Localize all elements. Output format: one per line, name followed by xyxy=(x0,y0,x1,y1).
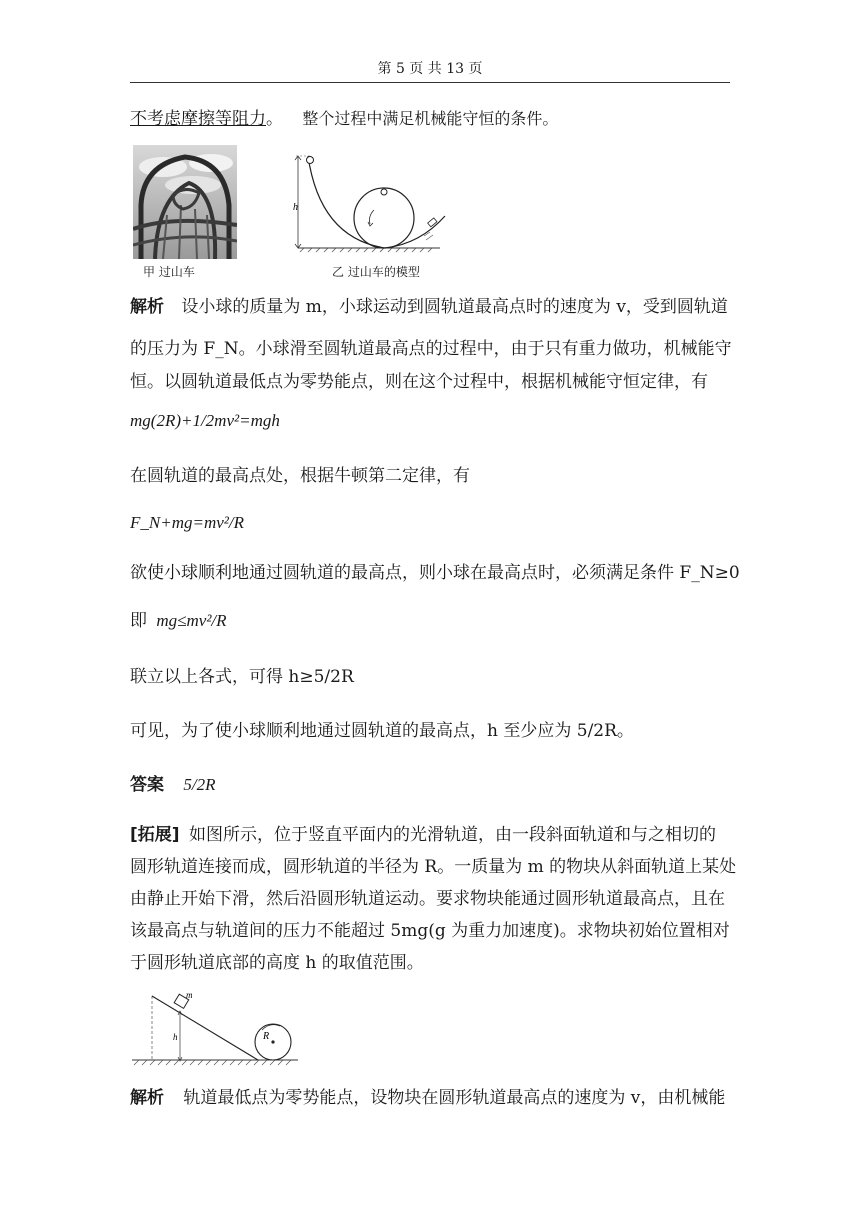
analysis1-text1: 设小球的质量为 m，小球运动到圆轨道最高点时的速度为 v，受到圆轨道 xyxy=(181,297,728,317)
analysis1-line6-prefix: 即 xyxy=(130,611,147,631)
roller-coaster-model xyxy=(290,148,450,260)
svg-text:h: h xyxy=(173,1032,178,1042)
analysis2-text1: 轨道最低点为零势能点，设物块在圆形轨道最高点的速度为 v，由机械能 xyxy=(183,1088,726,1108)
answer1-label: 答案 xyxy=(130,775,164,795)
analysis1-line5: 欲使小球顺利地通过圆轨道的最高点，则小球在最高点时，必须满足条件 F_N≥0 xyxy=(130,563,740,583)
svg-text:R: R xyxy=(263,1031,270,1042)
answer1-value: 5/2R xyxy=(183,775,216,794)
intro-note: 整个过程中满足机械能守恒的条件。 xyxy=(302,109,559,128)
analysis1-line3: 恒。以圆轨道最低点为零势能点，则在这个过程中，根据机械能守恒定律，有 xyxy=(130,372,708,392)
analysis1-line7: 联立以上各式，可得 h≥5/2R xyxy=(130,667,354,687)
extension-line4: 该最高点与轨道间的压力不能超过 5mg(g 为重力加速度)。求物块初始位置相对 xyxy=(130,921,730,941)
figure1-caption-left: 甲 过山车 xyxy=(143,265,195,279)
incline-loop-diagram-icon xyxy=(130,990,302,1066)
answer1 xyxy=(130,774,216,796)
analysis1-line1 xyxy=(130,296,728,318)
analysis1-line4: 在圆轨道的最高点处，根据牛顿第二定律，有 xyxy=(130,466,470,486)
extension-line2: 圆形轨道连接而成，圆形轨道的半径为 R。一质量为 m 的物块从斜面轨道上某处 xyxy=(130,857,737,877)
figure1-caption-right: 乙 过山车的模型 xyxy=(332,265,420,279)
extension-line5: 于圆形轨道底部的高度 h 的取值范围。 xyxy=(130,953,424,973)
intro-underlined: 不考虑摩擦等阻力 xyxy=(130,109,266,129)
loop-track-diagram-icon xyxy=(290,148,450,260)
extension-label: [拓展] xyxy=(130,825,180,845)
analysis1-line8: 可见，为了使小球顺利地通过圆轨道的最高点，h 至少应为 5/2R。 xyxy=(130,721,634,741)
analysis2-line1 xyxy=(130,1087,725,1109)
analysis1-eq1: mg(2R)+1/2mv²=mgh xyxy=(130,411,280,430)
page-indicator: 第 5 页 共 13 页 xyxy=(377,61,483,77)
analysis1-line6 xyxy=(130,610,227,632)
intro-period: 。 xyxy=(266,109,283,129)
intro-line xyxy=(130,108,558,130)
analysis1-eq3: mg≤mv²/R xyxy=(156,611,227,630)
header-rule xyxy=(130,82,730,83)
analysis1-label: 解析 xyxy=(130,297,164,317)
analysis1-line2: 的压力为 F_N。小球滑至圆轨道最高点的过程中，由于只有重力做功，机械能守 xyxy=(130,339,732,359)
analysis2-label: 解析 xyxy=(130,1088,164,1108)
extension-text1: 如图所示，位于竖直平面内的光滑轨道，由一段斜面轨道和与之相切的 xyxy=(188,825,716,845)
extension-line3: 由静止开始下滑，然后沿圆形轨道运动。要求物块能通过圆形轨道最高点，且在 xyxy=(130,889,725,909)
svg-text:m: m xyxy=(186,990,193,1000)
extension-line1 xyxy=(130,824,716,846)
roller-coaster-photo-icon xyxy=(133,145,237,259)
incline-loop-diagram xyxy=(130,990,302,1066)
svg-text:h: h xyxy=(293,202,298,213)
analysis1-eq2: F_N+mg=mv²/R xyxy=(130,513,244,532)
roller-coaster-photo xyxy=(133,145,237,259)
